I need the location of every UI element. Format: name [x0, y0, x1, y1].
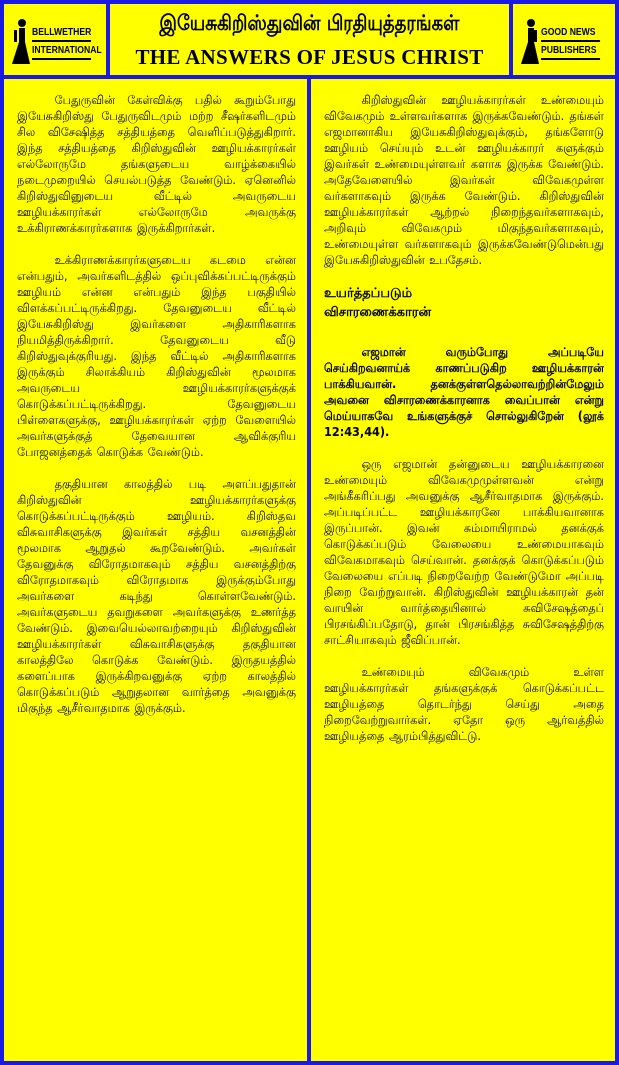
section-subheading: உயர்த்தப்படும் விசாரணைக்காரன் [324, 286, 432, 320]
logo-line-2: INTERNATIONAL [32, 42, 91, 60]
bellwether-logo-panel [4, 4, 106, 75]
good-news-logo-text [541, 24, 600, 60]
figure-logo-icon [10, 18, 32, 64]
figure-logo-icon [519, 18, 541, 64]
right-paragraph-2: ஒரு எஜமான் தன்னுடைய ஊழியக்காரனை உண்மையும் விவேகமுமுள்ளவன் என்று அங்கீகரிப்பது அவனுக்கு ஆசீர்வாதமாக இருக்கும். அப்படிப்பட்ட ஊழியக்காரனே பாக்கியவானாக இருப்பான். இவன் சும்மாயிராமல் தனக்குக் கொடுக்கப்படும் வேலையை உண்மையாகவும் விவேகமாகவும் செய்வான். தனக்குக் கொடுக்கப்படும் வேலையை எப்படி நிறைவேற்ற வேண்டுமோ அப்படி நிறை வேற்றுவான். கிறிஸ்துவின் ஊழியக்காரன் தன் வாயின் வார்த்தையினால் சுவிசேஷத்தைப் பிரசங்கிப்பதோடு, தான் பிரசங்கித்த சுவிசேஷத்திற்கு சாட்சியாகவும் ஜீவிப்பான். [324, 457, 604, 647]
logo-line-2: PUBLISHERS [541, 42, 600, 60]
left-paragraph-1: பேதுருவின் கேள்விக்கு பதில் கூறும்போது இயேசுகிறிஸ்து பேதுருவிடமும் மற்ற சீஷர்களிடமும் சில விசேஷித்த சத்தியத்தை வெளிப்படுத்துகிறார். இந்த சத்தியத்தை கிறிஸ்துவின் ஊழியக்காரர்கள் எல்லோருமே தங்களுடைய வாழ்க்கையில் நடைமுறையில் செயல்படுத்த வேண்டும். ஏனெனில் கிறிஸ்துவினுடைய வீட்டில் அவருடைய ஊழியக்காரர்கள் எல்லோருமே அவருக்கு உக்கிராணக்காரர்களாக இருக்கிறார்கள். [17, 93, 296, 235]
good-news-logo-panel [513, 4, 615, 75]
right-paragraph-3: உண்மையும் விவேகமும் உள்ள ஊழியக்காரர்கள் தங்களுக்குக் கொடுக்கப்பட்ட ஊழியத்தை தொடர்ந்து செய்து அதை நிறைவேற்றுவார்கள். ஏதோ ஒரு ஆர்வத்தில் ஊழியத்தை ஆரம்பித்துவிட்டு. [324, 665, 604, 743]
left-paragraph-2: உக்கிராணக்காரர்களுடைய கடமை என்ன என்பதும், அவர்களிடத்தில் ஒப்புவிக்கப்பட்டிருக்கும் ஊழியம் என்ன என்பதும் இந்த பகுதியில் விளக்கப்பட்டிருக்கிறது. தேவனுடைய வீட்டில் இயேசுகிறிஸ்து இவர்களை அதிகாரிகளாக நியமித்திருக்கிறார். தேவனுடைய வீடு கிறிஸ்துவுக்குரியது. இந்த வீட்டில் அதிகாரிகளாக இருக்கும் சிலாக்கியம் கிறிஸ்துவின் மூலமாக அவருடைய ஊழியக்காரர்களுக்குக் கொடுக்கப்பட்டிருக்கிறது. தேவனுடைய பிள்ளைகளுக்கு, ஊழியக்காரர்கள் ஏற்ற வேளையில் அவர்களுக்குத் தேவையான ஆவிக்குரிய போஜனத்தைக் கொடுக்க வேண்டும். [17, 253, 296, 459]
bellwether-logo-text [32, 24, 102, 60]
left-column [4, 79, 307, 1061]
logo-line-1: BELLWETHER [32, 24, 91, 42]
right-column [311, 79, 615, 1061]
right-paragraph-1: கிறிஸ்துவின் ஊழியக்காரர்கள் உண்மையும் விவேகமும் உள்ளவர்களாக இருக்கவேண்டும். தங்கள் எஜமானாகிய இயேசுகிறிஸ்துவுக்கும், தங்களோடு ஊழியம் செய்யும் உடன் ஊழியக்காரர் களுக்கும் இவர்கள் உண்மையுள்ளவர் களாக இருக்க வேண்டும். அதேவேளையில் இவர்கள் விவேகமுள்ள வர்களாகவும் இருக்க வேண்டும். கிறிஸ்துவின் ஊழியக்காரர்கள் ஆற்றல் நிறைந்தவர்களாகவும், அறிவும் விவேகமும் மிகுந்தவர்களாகவும், உண்மையுள்ள வர்களாகவும் இருக்கவேண்டுமென்பது இயேசுகிறிஸ்துவின் உபதேசம். [324, 93, 604, 267]
tamil-title: இயேசுகிறிஸ்துவின் பிரதியுத்தரங்கள் [159, 11, 460, 35]
left-paragraph-3: தகுதியான காலத்தில் படி அளப்பதுதான் கிறிஸ்துவின் ஊழியக்காரர்களுக்கு கொடுக்கப்பட்டிருக்கும் ஊழியம். கிறிஸ்தவ விசுவாசிகளுக்கு இவர்கள் சத்திய வசனத்தின் மூலமாக ஆறுதல் கூறவேண்டும். அவர்கள் தேவனுக்கு விரோதமாகவும் சத்திய வசனத்திற்கு விரோதமாகவும் விரோதமாக இருக்கும்போது அவர்களை கடிந்து கொள்ளவேண்டும். அவர்களுடைய தவறுகளை அவர்களுக்கு உணர்த்த வேண்டும். இவையெல்லாவற்றையும் கிறிஸ்துவின் ஊழியக்காரர்கள் விசுவாசிகளுக்கு தகுதியான காலத்திலே கொடுக்க வேண்டும். இருதயத்தில் களைப்பாக இருக்கிறவனுக்கு ஏற்ற காலத்தில் கொடுக்கப்படும் ஆறுதலான வார்த்தை அவனுக்கு மிகுந்த ஆசீர்வாதமாக இருக்கும். [17, 477, 296, 715]
good-news-logo [517, 12, 611, 68]
bellwether-logo [8, 12, 102, 68]
english-title: THE ANSWERS OF JESUS CHRIST [135, 45, 484, 69]
logo-line-1: GOOD NEWS [541, 24, 600, 42]
scripture-quote: எஜமான் வரும்போது அப்படியே செய்கிறவனாய்க் காணப்படுகிற ஊழியக்காரன் பாக்கியவான். தனக்குள்ளதெல்லாவற்றின்மேலும் அவனை விசாரணைக்காரனாக வைப்பான் என்று மெய்யாகவே உங்களுக்குச் சொல்லுகிறேன் (லூக் 12:43,44). [324, 345, 604, 439]
title-panel [110, 4, 509, 75]
